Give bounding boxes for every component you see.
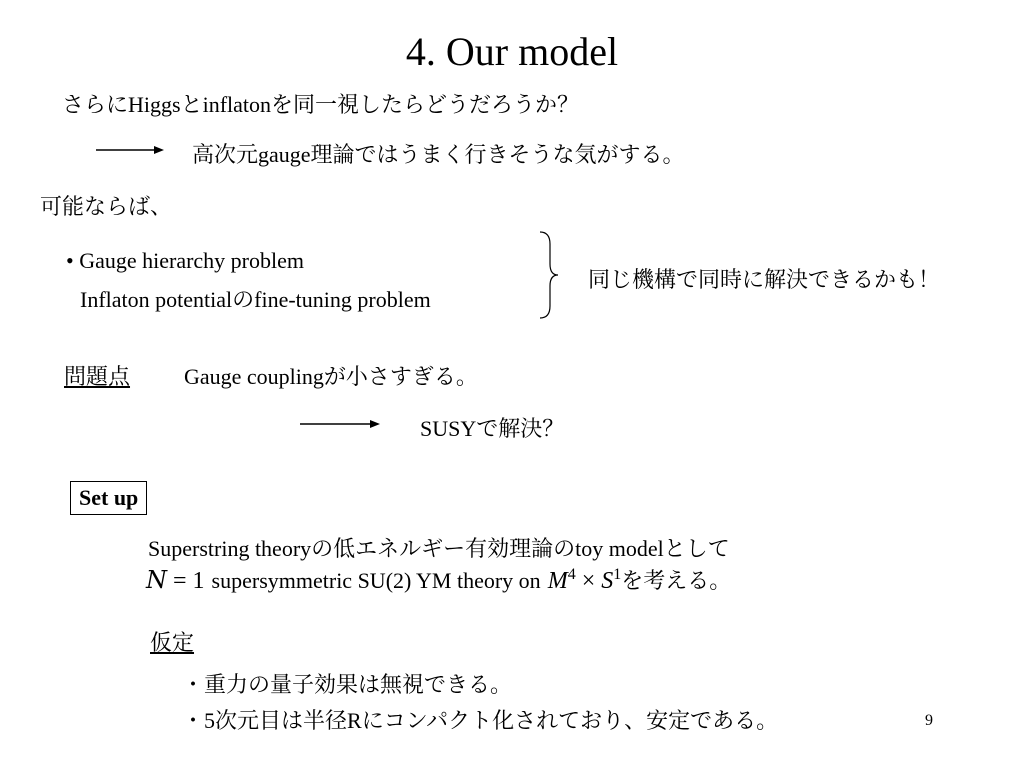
- susy-line: [420, 412, 564, 443]
- setup-ym-theory: supersymmetric SU(2) YM theory on: [211, 568, 541, 593]
- possible-text: 可能ならば、: [40, 195, 173, 220]
- problem-line: [184, 360, 478, 391]
- math-M-exp: 4: [567, 566, 576, 583]
- slide-title: 4. Our model: [405, 29, 619, 74]
- assumption-2-five: 5: [204, 708, 216, 733]
- setup-text-1: の低エネルギー有効理論の: [311, 537, 576, 562]
- assumption-2-dot: ・: [182, 709, 205, 734]
- bullet-gauge-hierarchy: • Gauge hierarchy problem: [66, 248, 304, 273]
- assumption-label: 仮定: [150, 631, 195, 656]
- setup-box: Set up: [70, 481, 147, 515]
- setup-superstring: Superstring theory: [148, 536, 312, 561]
- assumption-2-R: R: [347, 708, 362, 733]
- assumption-2: [182, 704, 778, 735]
- bullet-inflaton-potential: [80, 283, 431, 314]
- assumption-2-post: にコンパクト化されており、安定である。: [361, 709, 779, 734]
- math-eq-one: = 1: [173, 568, 205, 594]
- math-M: M: [547, 568, 568, 594]
- math-S: S: [601, 568, 614, 594]
- gauge-word: gauge: [258, 142, 311, 167]
- problem-label: 問題点: [64, 365, 131, 390]
- bullet-inflaton-no: の: [232, 288, 255, 313]
- intro-text-3: を同一視したらどうだろうか？: [271, 93, 580, 118]
- arrow-icon-2: [300, 416, 380, 432]
- setup-text-3: を考える。: [621, 569, 732, 594]
- page-number: 9: [925, 712, 933, 729]
- setup-line-1: [148, 532, 730, 563]
- intro-inflaton: inflaton: [202, 92, 272, 117]
- bullet-inflaton-en: Inflaton potential: [80, 287, 233, 312]
- intro-text-1: さらに: [62, 93, 129, 118]
- susy-text: で解決？: [476, 417, 565, 442]
- intro-text-2: と: [180, 93, 203, 118]
- math-times: ×: [581, 568, 596, 594]
- assumption-2-mid: 次元目は半径: [215, 709, 348, 734]
- assumption-1: ・重力の量子効果は無視できる。: [182, 673, 513, 698]
- susy-word: SUSY: [420, 416, 477, 441]
- math-N: N: [146, 566, 167, 594]
- setup-line-2: [146, 564, 731, 595]
- right-brace-icon: [536, 230, 562, 320]
- math-S-exp: 1: [613, 566, 622, 583]
- setup-toy-model: toy model: [575, 536, 664, 561]
- intro-line: [62, 88, 579, 119]
- intro-higgs: Higgs: [128, 92, 181, 117]
- brace-note: 同じ機構で同時に解決できるかも！: [588, 268, 941, 293]
- setup-text-2: として: [663, 537, 730, 562]
- problem-text: が小さすぎる。: [323, 365, 478, 390]
- bullet-finetuning-en: fine-tuning problem: [254, 287, 431, 312]
- gauge-text-1: 高次元: [192, 143, 259, 168]
- gauge-line: [192, 138, 685, 169]
- problem-gauge-coupling: Gauge coupling: [184, 364, 324, 389]
- arrow-icon: [96, 142, 164, 158]
- gauge-text-2: 理論ではうまく行きそうな気がする。: [310, 143, 685, 168]
